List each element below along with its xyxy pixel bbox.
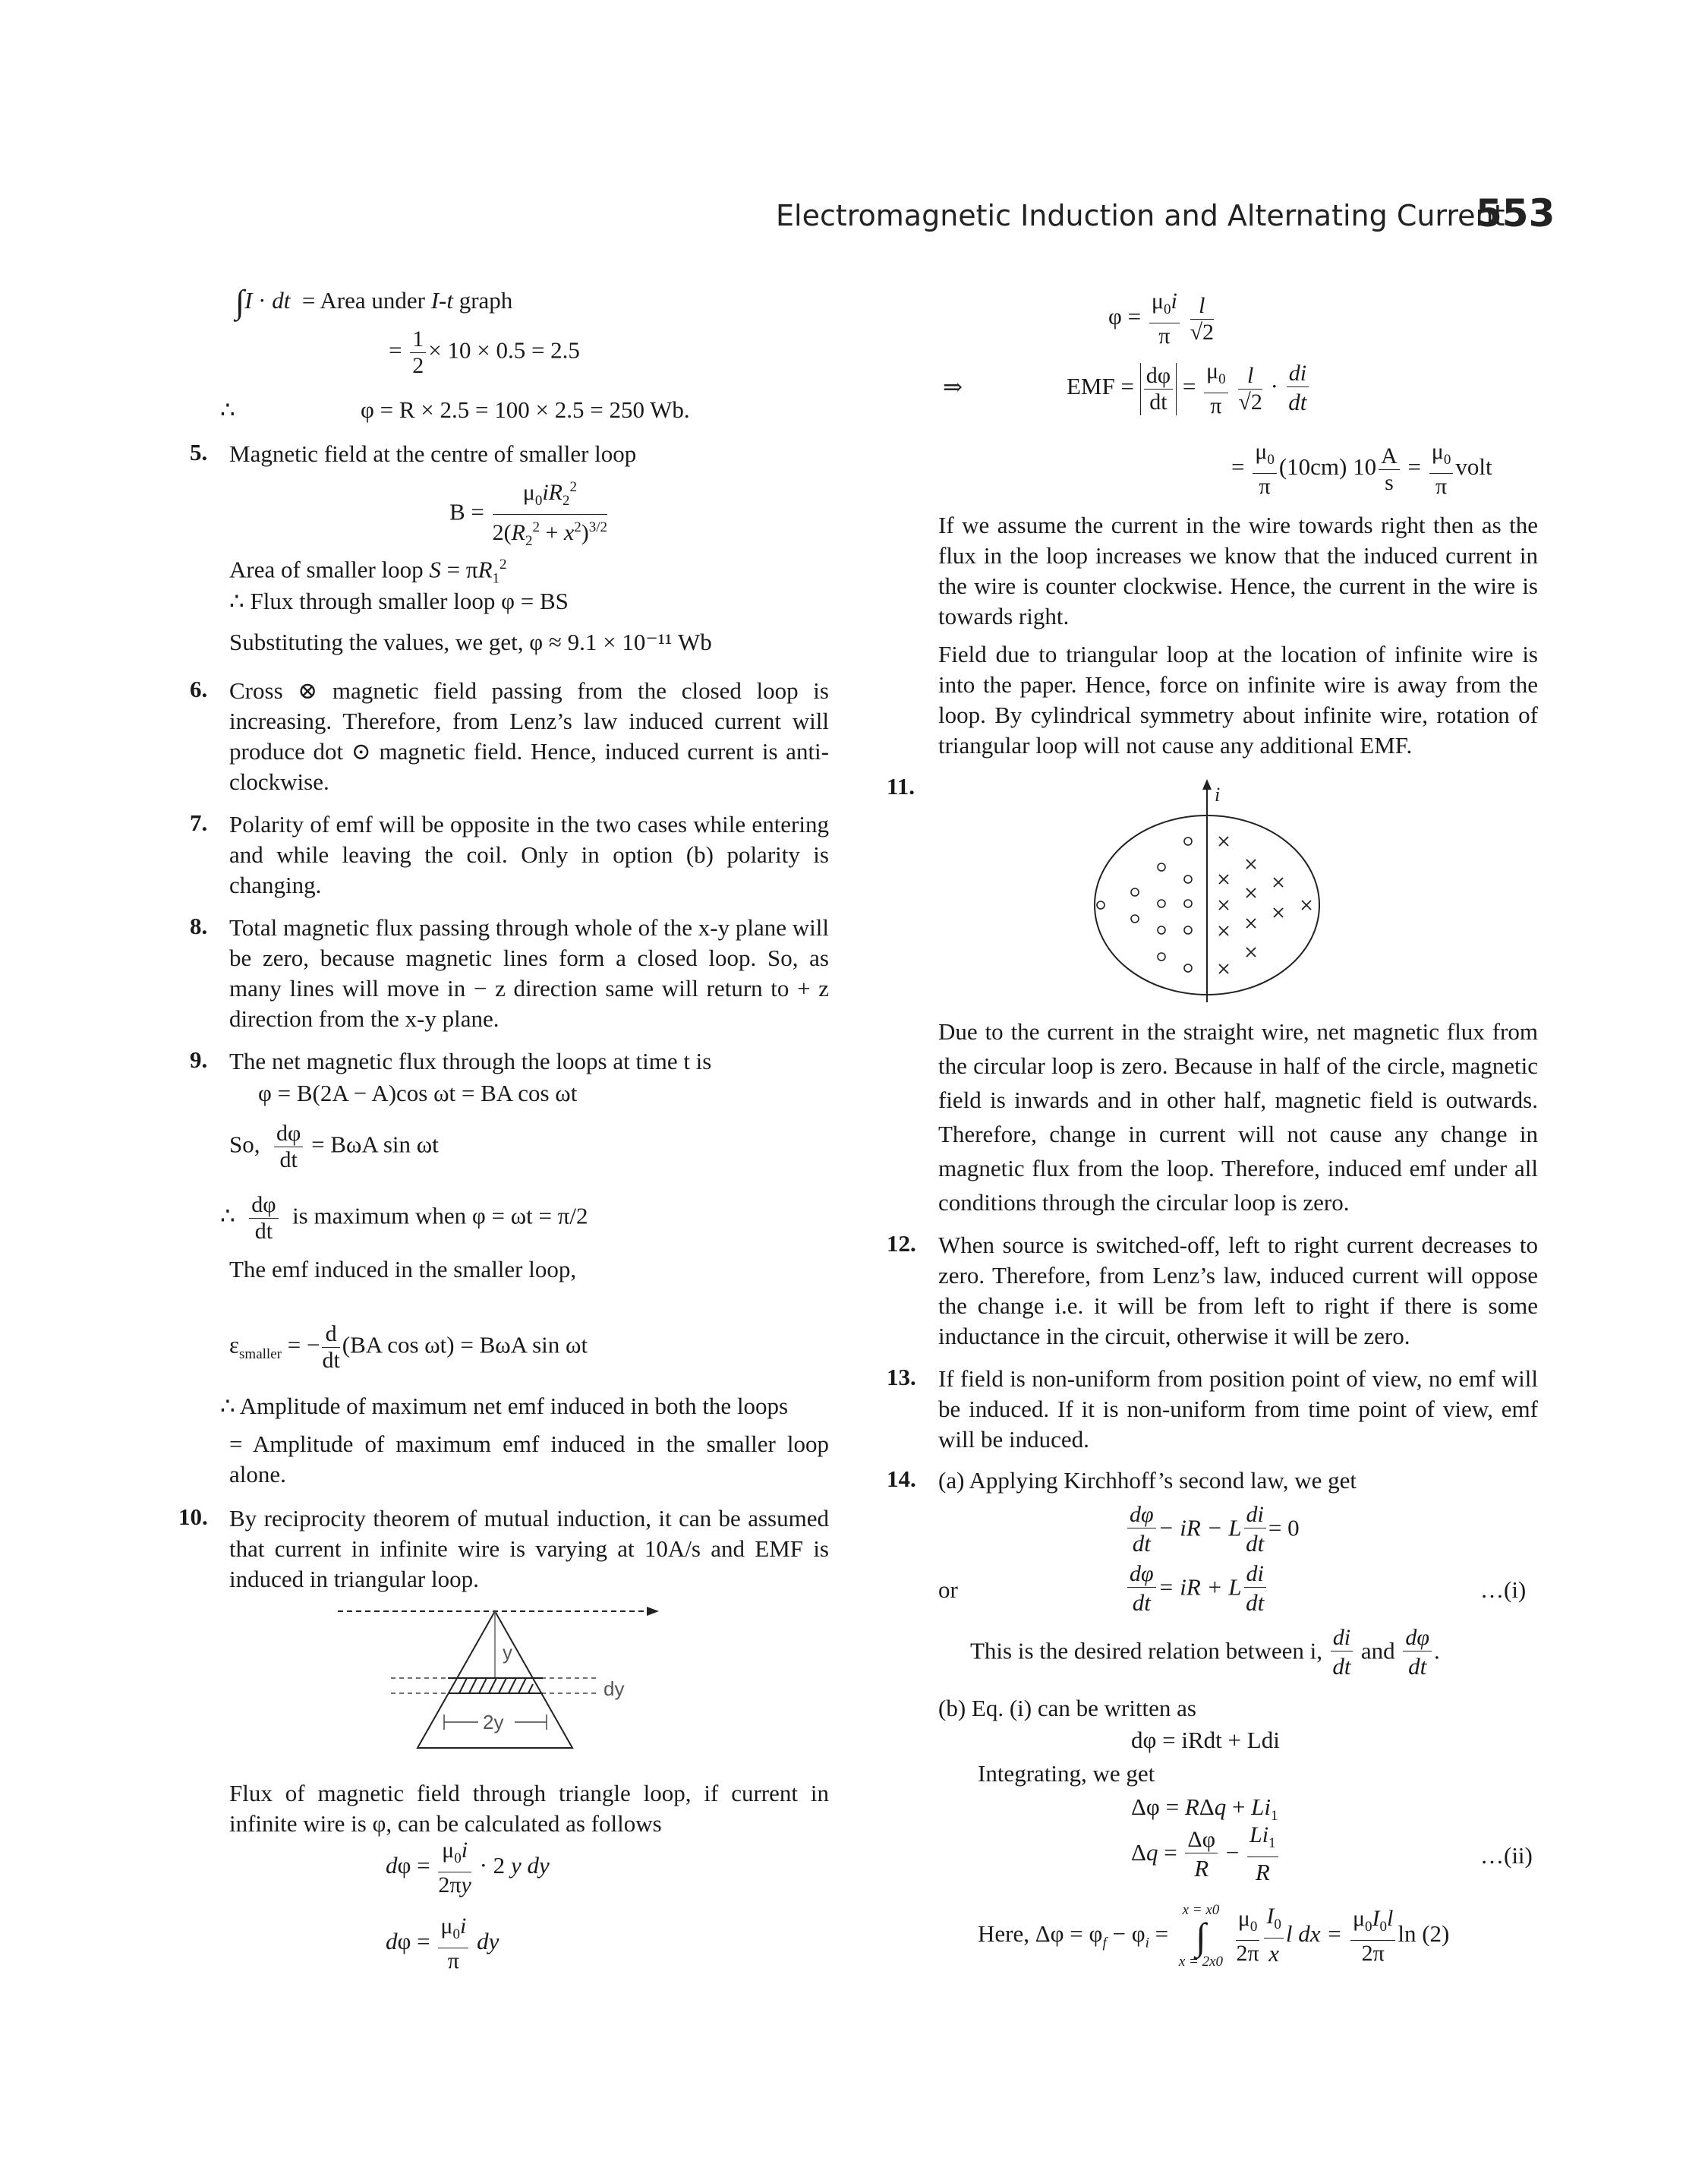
wire-arrow-head (647, 1607, 659, 1616)
q14-tag-i: …(i) (1480, 1576, 1527, 1603)
q7-text: Polarity of emf will be opposite in the two cases while entering and while leaving the coil. Only in option (b) polarity is changing. (229, 811, 829, 898)
circular-loop-figure (1086, 774, 1336, 1010)
q14-eq4: $\Delta\varphi = R\Delta q + Li_1$ (1131, 1793, 1278, 1825)
q14-part-a: (a) Applying Kirchhoff’s second law, we get (938, 1467, 1357, 1494)
q14-eq5: Δq = $\frac{\Delta\varphi}{R}$ − $\frac{Li_1}{R}$ (1131, 1822, 1281, 1888)
question-number-6: 6. (190, 676, 208, 702)
q14-kirchhoff-eq1: $\frac{d\varphi}{dt}-$ iR − L $\frac{di}{dt}= 0$ (1125, 1502, 1300, 1559)
q9-emf-text: The emf induced in the smaller loop, (229, 1256, 577, 1282)
q9-amplitude-2: = Amplitude of maximum emf induced in the smaller loop alone. (229, 1431, 829, 1487)
q14-relation: This is the desired relation between i, $\frac{di}{dt}$ and $\frac{d\varphi}{dt}$. (970, 1625, 1440, 1680)
question-number-10: 10. (178, 1503, 208, 1530)
q10-dphi-equation-1: dφ = $\frac{\mu_0i}{2\pi y}$ · 2 y dy (386, 1838, 550, 1898)
running-head-title: Electromagnetic Induction and Alternating Current (776, 199, 1505, 232)
q5-flux: ∴ Flux through smaller loop φ = BS (229, 588, 569, 614)
q6-text: Cross ⊗ magnetic field passing from the closed loop is increasing. Therefore, from Lenz’s law induced current will produce dot ⊙ magnetic field. Hence, induced current is anti-clockwise. (229, 677, 829, 795)
current-label-i: i (1215, 784, 1221, 806)
question-number-7: 7. (190, 809, 208, 836)
q14-here-integral: Here, $\Delta\varphi = \varphi_f - \varphi_i$ = x = x0 ∫ x = 2x0 $\frac{\mu_0}{2\pi}$ $\frac{I_0}{x}l$ dx = $\frac{\mu_0I_0l}{2\pi}$ ln (2) (978, 1902, 1450, 1970)
fig-label-y: y (503, 1641, 512, 1664)
q5-text: Magnetic field at the centre of smaller loop (229, 440, 637, 467)
question-number-14: 14. (887, 1465, 916, 1492)
question-number-11: 11. (887, 773, 915, 800)
q14-eq3: dφ = iRdt + Ldi (1131, 1727, 1280, 1753)
q14-part-b: (b) Eq. (i) can be written as (938, 1695, 1197, 1721)
q9-max-condition: ∴ $\frac{d\varphi}{dt}$ is maximum when φ = ωt = π/2 (220, 1192, 588, 1244)
q9-amplitude-1: ∴ Amplitude of maximum net emf induced in both the loops (220, 1393, 789, 1419)
question-number-5: 5. (190, 439, 208, 465)
q5-substitution: Substituting the values, we get, φ ≈ 9.1 × 10⁻¹¹ Wb (229, 629, 712, 655)
question-number-9: 9. (190, 1046, 208, 1073)
right-paragraph-2: Field due to triangular loop at the location of infinite wire is into the paper. Hence, force on infinite wire is away from the loop. By cylindrical symmetry about infinite wire, rotation of triangular loop will not cause any additional EMF. (938, 641, 1538, 759)
area-calc: = $\frac{1}{2}$ × 10 × 0.5 = 2.5 (389, 327, 580, 378)
fig-label-dy: dy (603, 1677, 625, 1700)
q10-flux-text: Flux of magnetic field through triangle loop, if current in infinite wire is φ, can be calculated as follows (229, 1780, 829, 1837)
question-number-12: 12. (887, 1230, 916, 1257)
q14-kirchhoff-eq2: $\frac{d\varphi}{dt}=$ iR + L $\frac{di}{dt}$ (1125, 1561, 1268, 1618)
right-paragraph-1: If we assume the current in the wire towards right then as the flux in the loop increases we know that the induced current in the wire is counter clockwise. Hence, the current in the wire is towards right. (938, 512, 1538, 629)
question-number-8: 8. (190, 913, 208, 939)
q13-text: If field is non-uniform from position point of view, no emf will be induced. If it is non-uniform from time point of view, emf will be induced. (938, 1365, 1538, 1453)
integral-line: ∫I · dt = Area under I-t graph (235, 283, 513, 320)
q9-flux-equation: φ = B(2A − A)cos ωt = BA cos ωt (258, 1080, 578, 1106)
q8-text: Total magnetic flux passing through whole of the x-y plane will be zero, because magnetic lines form a closed loop. So, as many lines will move in − z direction same will return to + z direction from the x-y plane. (229, 914, 829, 1032)
q10-dphi-equation-2: dφ = $\frac{\mu_0i}{\pi}$ dy (386, 1913, 499, 1973)
q9-emf-equation: $\varepsilon_{smaller}$ = − $\frac{d}{dt}$ (BA cos ωt) = BωA sin ωt (229, 1321, 588, 1373)
triangle-loop-figure (334, 1602, 676, 1769)
q11-text: Due to the current in the straight wire, net magnetic flux from the circular loop is zero. Because in half of the circle, magnetic field is inwards and in other half, magnetic field is outwards. Therefore, change in current will not cause any change in magnetic flux from the loop. Therefore, induced emf under all conditions through the circular loop is zero. (938, 1018, 1538, 1216)
q14-tag-ii: …(ii) (1480, 1842, 1533, 1869)
q14-integrating: Integrating, we get (978, 1760, 1155, 1787)
right-phi-equation: φ = $\frac{\mu_0i}{\pi}$ $\frac{l}{√2}$ (1108, 289, 1215, 349)
q10-text: By reciprocity theorem of mutual induction, it can be assumed that current in infinite wire is varying at 10A/s and EMF is induced in triangular loop. (229, 1505, 829, 1592)
right-emf-result: = $\frac{\mu_0}{\pi}$ (10cm) 10 $\frac{A}{s}$ = $\frac{\mu_0}{\pi}$ volt (1231, 439, 1492, 499)
q12-text: When source is switched-off, left to right current decreases to zero. Therefore, from Lenz’s law, induced current will oppose the change i.e. it will be from left to right if there is some inductance in the circuit, otherwise it will be zero. (938, 1232, 1538, 1349)
q5-field-equation: B = $\frac{\mu_0iR_2^2}{2(R_2^2 + x^2)^{3/2}}$ (449, 475, 610, 554)
q9-derivative: So, $\frac{d\varphi}{dt}$ = BωA sin ωt (229, 1121, 439, 1172)
therefore-symbol: ∴ (220, 396, 235, 423)
hatched-strip (459, 1678, 533, 1693)
question-number-13: 13. (887, 1364, 916, 1390)
fig-label-2y: 2y (483, 1711, 504, 1733)
q14-or: or (938, 1576, 958, 1603)
page-number: 553 (1476, 191, 1555, 235)
implies-symbol: ⇒ (943, 374, 963, 400)
crosses-into-page (1219, 837, 1311, 973)
q5-area: Area of smaller loop $S = \pi R_1^2$ (229, 556, 507, 587)
right-emf-equation: EMF = $\frac{d\varphi}{dt}$ = $\frac{\mu_0}{\pi}$ $\frac{l}{√2}$ · $\frac{di}{dt}$ (1067, 358, 1311, 419)
flux-result: φ = R × 2.5 = 100 × 2.5 = 250 Wb. (361, 396, 690, 423)
current-arrow-head (1202, 779, 1212, 790)
q9-text: The net magnetic flux through the loops at time t is (229, 1048, 712, 1074)
